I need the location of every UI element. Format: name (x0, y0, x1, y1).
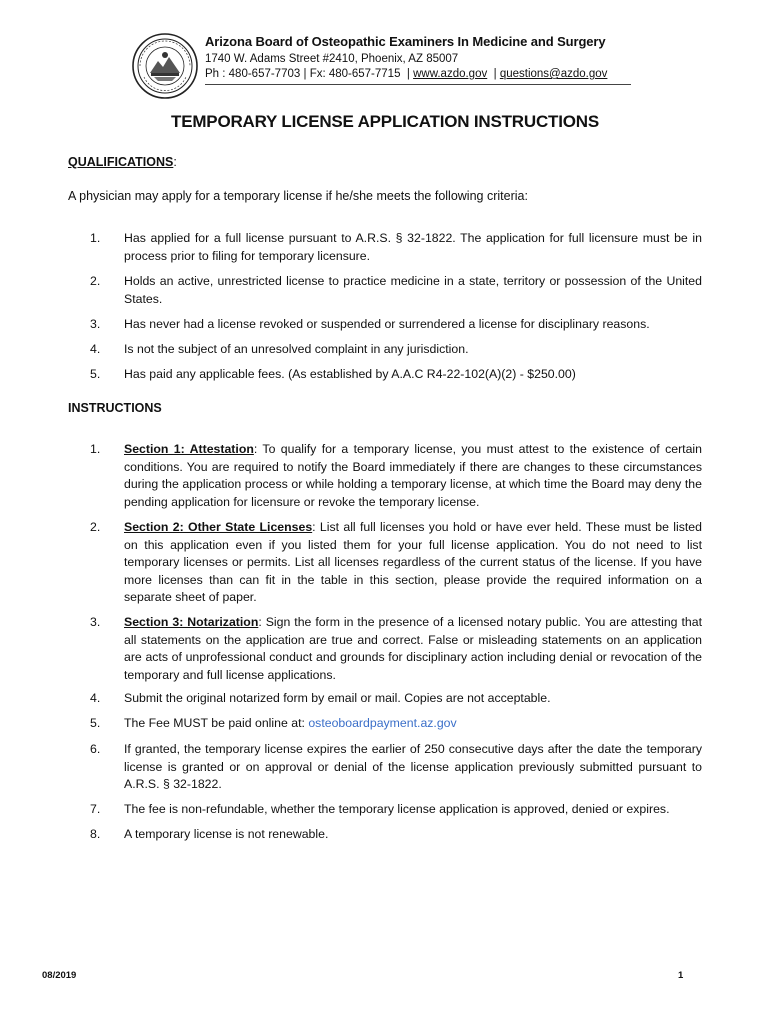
item-number: 3. (90, 615, 101, 629)
item-text: Has applied for a full license pursuant to A.R.S. § 32-1822. The application for full licensure must be in process prior to filing for temporary licensure. (124, 231, 702, 263)
qualifications-intro: A physician may apply for a temporary license if he/she meets the following criteria: (68, 189, 528, 203)
item-text: Has never had a license revoked or suspended or surrendered a license for disciplinary reasons. (124, 317, 650, 331)
item-body: : To qualify for a temporary license, you must attest to the existence of certain conditions. You are required to notify the Board immediately if there are changes to these circumstances during the application process or while holding a temporary license, at which time the Board may deny the pending application for licensure or revoke the temporary license. (124, 442, 702, 509)
item-text: A temporary license is not renewable. (124, 827, 329, 841)
item-body: The Fee MUST be paid online at: (124, 716, 309, 730)
item-text: Submit the original notarized form by email or mail. Copies are not acceptable. (124, 691, 551, 705)
item-number: 2. (90, 274, 101, 288)
instructions-heading: INSTRUCTIONS (68, 401, 162, 415)
item-body: : Sign the form in the presence of a licensed notary public. You are attesting that all statements on the application are true and correct. False or misleading statements on an application are acts of unprofessional conduct and grounds for disciplinary action including denial or revocation of the temporary and full license applications. (124, 615, 702, 682)
item-text (124, 715, 702, 733)
page-title: TEMPORARY LICENSE APPLICATION INSTRUCTIONS (171, 112, 599, 131)
item-text: Is not the subject of an unresolved complaint in any jurisdiction. (124, 342, 469, 356)
item-number: 4. (90, 691, 101, 705)
separator: | (493, 68, 497, 80)
address: 1740 W. Adams Street #2410, Phoenix, AZ 85007 (205, 53, 459, 65)
item-number: 3. (90, 317, 101, 331)
item-text (124, 519, 702, 607)
item-number: 1. (90, 231, 101, 245)
item-number: 8. (90, 827, 101, 841)
heading-colon: : (173, 155, 177, 169)
section-label: Section 1: Attestation (124, 442, 254, 456)
section-label: Section 2: Other State Licenses (124, 520, 313, 534)
fax: Fx: 480-657-7715 (309, 68, 401, 80)
qualifications-heading (68, 155, 177, 169)
contact-line (205, 68, 635, 80)
item-text: Has paid any applicable fees. (As established by A.A.C R4-22-102(A)(2) - $250.00) (124, 367, 576, 381)
item-text (124, 614, 702, 684)
item-number: 2. (90, 520, 101, 534)
item-number: 4. (90, 342, 101, 356)
item-number: 7. (90, 802, 101, 816)
page-number: 1 (678, 970, 684, 981)
email-link[interactable]: questions@azdo.gov (499, 68, 608, 80)
separator: | (303, 68, 307, 80)
footer-date: 08/2019 (42, 970, 77, 981)
item-number: 6. (90, 742, 101, 756)
payment-link[interactable]: osteoboardpayment.az.gov (308, 716, 457, 730)
item-text: If granted, the temporary license expires the earlier of 250 consecutive days after the date the temporary license is granted or on approval or denial of the license application previously submitted pursuant to A.R.S. § 32-1822. (124, 742, 702, 791)
item-text: Holds an active, unrestricted license to practice medicine in a state, territory or possession of the United States. (124, 274, 702, 306)
item-text (124, 441, 702, 511)
item-number: 5. (90, 367, 101, 381)
item-text: The fee is non-refundable, whether the temporary license application is approved, denied or expires. (124, 802, 670, 816)
item-body: : List all full licenses you hold or have ever held. These must be listed on this application even if you listed them for your full license application. You do not need to list temporary licenses or permits. List all licenses regardless of the current status of the license. If you have more licenses than can fit in the table in this section, please provide the required information on a separate sheet of paper. (124, 520, 702, 604)
qualifications-heading-text: QUALIFICATIONS (68, 155, 174, 169)
organization-name: Arizona Board of Osteopathic Examiners In Medicine and Surgery (205, 34, 606, 49)
website-link[interactable]: www.azdo.gov (413, 68, 488, 80)
state-seal-icon (132, 33, 198, 99)
phone: Ph : 480-657-7703 (205, 68, 301, 80)
separator: | (406, 68, 410, 80)
header-divider (205, 84, 631, 85)
section-label: Section 3: Notarization (124, 615, 259, 629)
item-number: 5. (90, 716, 101, 730)
item-number: 1. (90, 442, 101, 456)
letterhead (205, 34, 635, 85)
